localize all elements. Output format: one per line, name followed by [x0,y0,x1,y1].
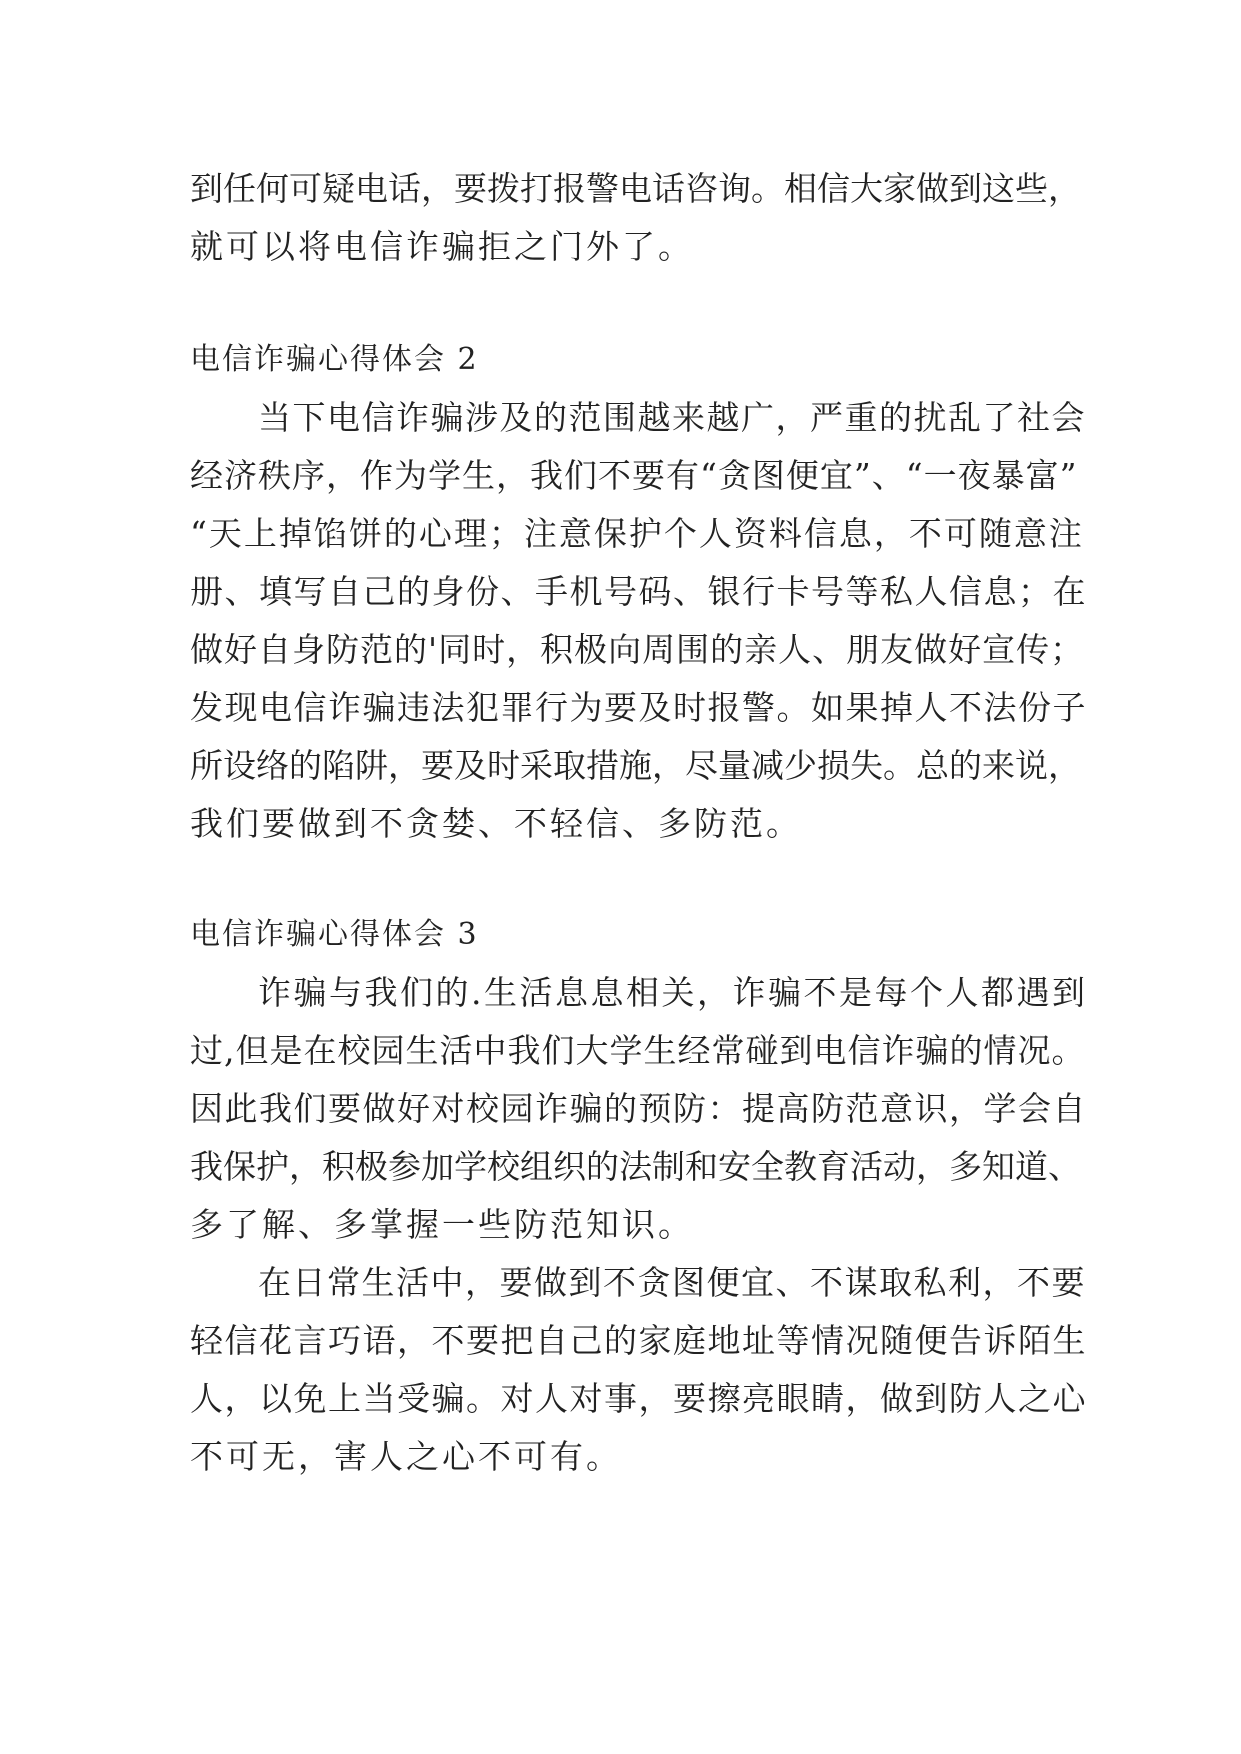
paragraph-line: 册、填写自己的身份、手机号码、银行卡号等私人信息；在 [190,572,1087,611]
paragraph-line: 当下电信诈骗涉及的范围越来越广，严重的扰乱了社会 [258,398,1086,437]
paragraph-line: 人，以免上当受骗。对人对事，要擦亮眼睛，做到防人之心 [190,1379,1087,1418]
paragraph-line: 经济秩序，作为学生，我们不要有“贪图便宜”、“一夜暴富” [190,456,1078,495]
paragraph-line: 到任何可疑电话，要拨打报警电话咨询。相信大家做到这些， [190,169,1081,208]
paragraph-line: “天上掉馅饼的心理；注意保护个人资料信息，不可随意注 [190,514,1084,553]
paragraph-line: 我保护，积极参加学校组织的法制和安全教育活动，多知道、 [190,1147,1081,1186]
paragraph-line: 在日常生活中，要做到不贪图便宜、不谋取私利，不要 [258,1263,1086,1302]
paragraph-line: 多了解、多掌握一些防范知识。 [190,1205,694,1244]
paragraph-line: 不可无，害人之心不可有。 [190,1437,622,1476]
paragraph-line: 轻信花言巧语，不要把自己的家庭地址等情况随便告诉陌生 [190,1321,1087,1360]
paragraph-line: 所设络的陷阱，要及时采取措施，尽量减少损失。总的来说， [190,746,1081,785]
paragraph-line: 过,但是在校园生活中我们大学生经常碰到电信诈骗的情况。 [190,1031,1086,1070]
paragraph-line: 发现电信诈骗违法犯罪行为要及时报警。如果掉人不法份子 [190,688,1087,727]
continued-paragraph [190,160,1090,276]
section-heading: 电信诈骗心得体会 2 [190,342,479,377]
paragraph-line: 做好自身防范的'同时，积极向周围的亲人、朋友做好宣传； [190,630,1085,669]
section-3 [190,906,1090,1486]
section-2 [190,331,1090,853]
paragraph-line: 就可以将电信诈骗拒之门外了。 [190,227,694,266]
section-heading: 电信诈骗心得体会 3 [190,917,479,952]
paragraph-line: 因此我们要做好对校园诈骗的预防：提高防范意识，学会自 [190,1089,1087,1128]
paragraph-line: 诈骗与我们的.生活息息相关，诈骗不是每个人都遇到 [258,973,1088,1012]
paragraph-line: 我们要做到不贪婪、不轻信、多防范。 [190,804,802,843]
